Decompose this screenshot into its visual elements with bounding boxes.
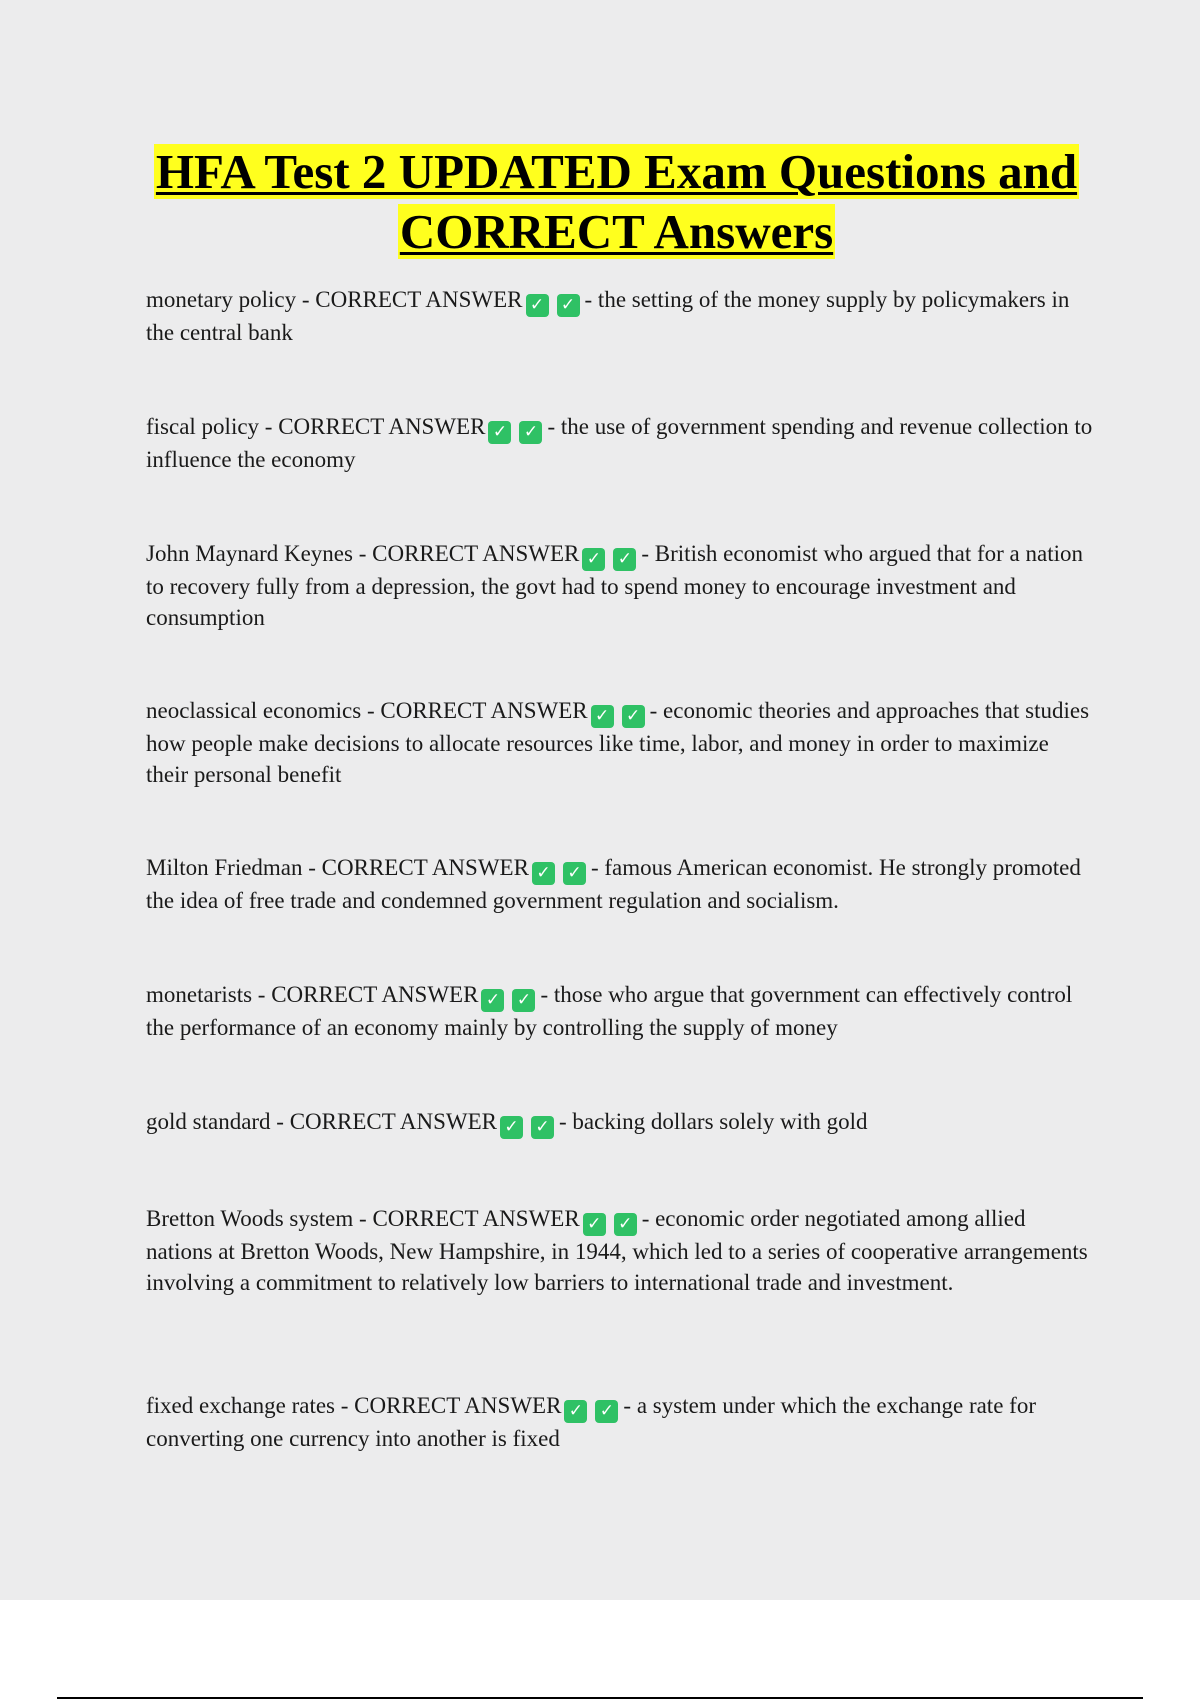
- footer-divider: [57, 1697, 1143, 1699]
- qa-entry: [146, 1203, 1096, 1298]
- check-box-icon: ✓: [614, 1213, 637, 1236]
- qa-definition: - economic theories and approaches that studies how people make decisions to allocate resources like time, labor, and money in order to maximize their personal benefit: [146, 698, 1090, 787]
- qa-entry: [146, 695, 1096, 790]
- qa-term: fixed exchange rates - CORRECT ANSWER: [146, 1393, 562, 1418]
- check-box-icon: ✓: [531, 1116, 554, 1139]
- title-line-2: CORRECT Answers: [399, 204, 834, 259]
- check-box-icon: ✓: [526, 294, 549, 317]
- check-box-icon: ✓: [582, 548, 605, 571]
- check-box-icon: ✓: [512, 989, 535, 1012]
- qa-entry: [146, 979, 1096, 1043]
- qa-definition: - a system under which the exchange rate for converting one currency into another is fixed: [146, 1393, 1036, 1451]
- qa-definition: - British economist who argued that for a nation to recovery fully from a depression, the govt had to spend money to encourage investment and consumption: [146, 541, 1083, 630]
- document-title: [0, 142, 1200, 262]
- qa-definition: - the use of government spending and revenue collection to influence the economy: [146, 414, 1093, 472]
- check-box-icon: ✓: [532, 862, 555, 885]
- check-box-icon: ✓: [557, 294, 580, 317]
- qa-entry: [146, 538, 1096, 633]
- check-box-icon: ✓: [583, 1213, 606, 1236]
- check-box-icon: ✓: [488, 421, 511, 444]
- qa-entry: [146, 852, 1096, 916]
- check-box-icon: ✓: [564, 1400, 587, 1423]
- title-line-1: HFA Test 2 UPDATED Exam Questions and: [155, 144, 1078, 199]
- qa-term: monetarists - CORRECT ANSWER: [146, 982, 479, 1007]
- qa-entry: [146, 411, 1096, 475]
- qa-term: John Maynard Keynes - CORRECT ANSWER: [146, 541, 580, 566]
- check-box-icon: ✓: [591, 705, 614, 728]
- check-box-icon: ✓: [481, 989, 504, 1012]
- check-box-icon: ✓: [563, 862, 586, 885]
- qa-definition: - backing dollars solely with gold: [558, 1109, 868, 1134]
- check-box-icon: ✓: [613, 548, 636, 571]
- qa-definition: - those who argue that government can effectively control the performance of an economy mainly by controlling the supply of money: [146, 982, 1073, 1040]
- qa-term: monetary policy - CORRECT ANSWER: [146, 287, 523, 312]
- qa-term: fiscal policy - CORRECT ANSWER: [146, 414, 486, 439]
- check-box-icon: ✓: [595, 1400, 618, 1423]
- qa-entry: [146, 1390, 1096, 1454]
- qa-definition: - the setting of the money supply by policymakers in the central bank: [146, 287, 1070, 345]
- check-box-icon: ✓: [519, 421, 542, 444]
- qa-definition: - famous American economist. He strongly promoted the idea of free trade and condemned government regulation and socialism.: [146, 855, 1081, 913]
- qa-definition: - economic order negotiated among allied nations at Bretton Woods, New Hampshire, in 1944, which led to a series of cooperative arrangements involving a commitment to relatively low barriers to international trade and investment.: [146, 1206, 1088, 1295]
- qa-term: Bretton Woods system - CORRECT ANSWER: [146, 1206, 580, 1231]
- qa-term: neoclassical economics - CORRECT ANSWER: [146, 698, 588, 723]
- check-box-icon: ✓: [622, 705, 645, 728]
- qa-entry: [146, 1106, 1096, 1139]
- check-box-icon: ✓: [500, 1116, 523, 1139]
- qa-term: Milton Friedman - CORRECT ANSWER: [146, 855, 529, 880]
- qa-term: gold standard - CORRECT ANSWER: [146, 1109, 497, 1134]
- qa-entry: [146, 284, 1096, 348]
